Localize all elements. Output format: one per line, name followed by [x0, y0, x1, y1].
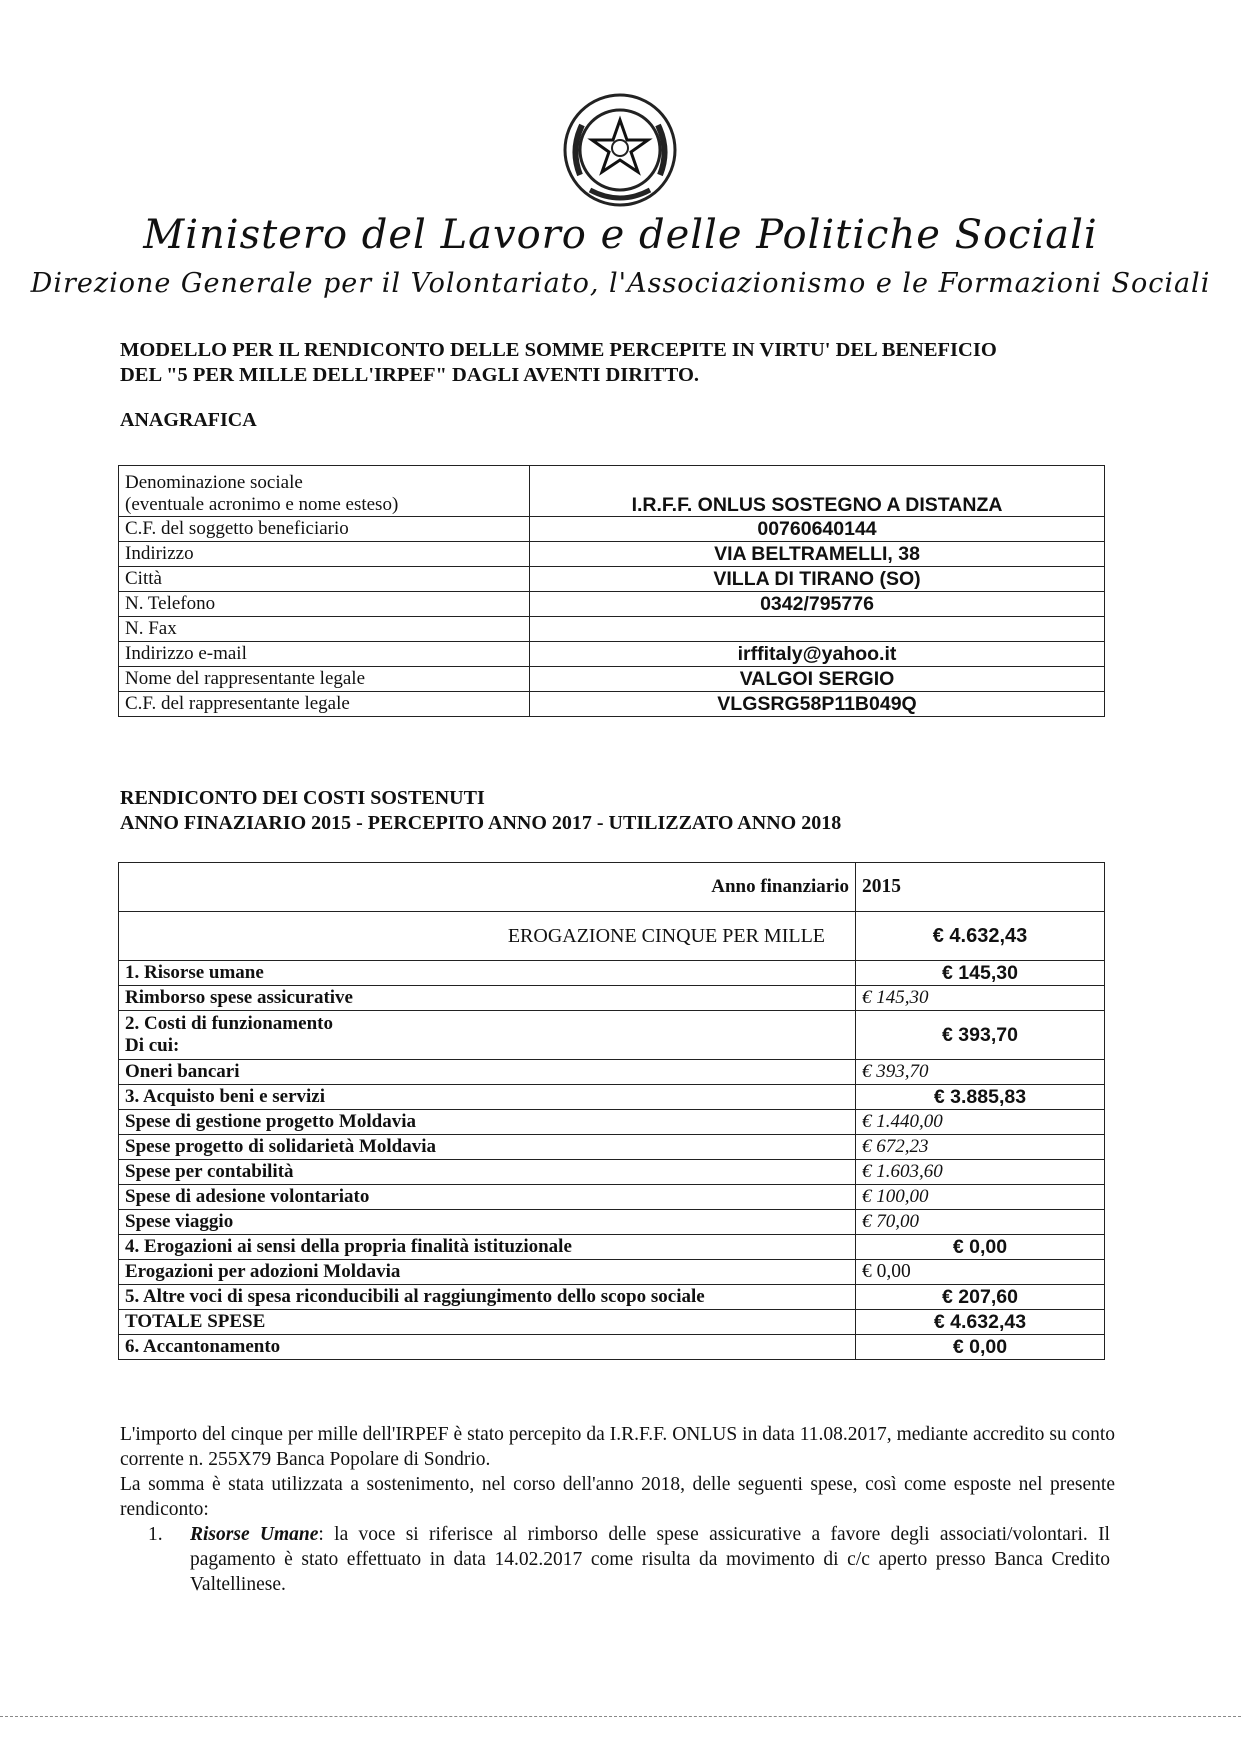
table-row — [119, 692, 1105, 717]
table-row — [119, 1160, 1105, 1185]
cost-desc: 4. Erogazioni ai sensi della propria finalità istituzionale — [119, 1235, 856, 1260]
cost-amount: € 4.632,43 — [856, 1310, 1105, 1335]
table-row — [119, 567, 1105, 592]
rendiconto-heading-1: RENDICONTO DEI COSTI SOSTENUTI — [120, 787, 485, 809]
title-line-2: DEL "5 PER MILLE DELL'IRPEF" DAGLI AVENTI DIRITTO. — [120, 364, 700, 386]
row-label — [119, 466, 530, 517]
table-row — [119, 1085, 1105, 1110]
table-row — [119, 912, 1105, 961]
table-row — [119, 642, 1105, 667]
erogazione-label: EROGAZIONE CINQUE PER MILLE — [119, 912, 856, 961]
cost-amount: € 672,23 — [856, 1135, 1105, 1160]
table-row — [119, 863, 1105, 912]
cost-desc-line-2: Di cui: — [125, 1035, 180, 1056]
republic-emblem-icon — [560, 90, 680, 210]
cost-desc-line-1: 2. Costi di funzionamento — [125, 1013, 333, 1034]
anno-label: Anno finanziario — [119, 863, 856, 912]
table-row — [119, 1185, 1105, 1210]
table-row — [119, 542, 1105, 567]
row-label: Città — [119, 567, 530, 592]
list-body — [190, 1522, 1110, 1597]
cost-amount: € 0,00 — [856, 1335, 1105, 1360]
cost-desc: Spese per contabilità — [119, 1160, 856, 1185]
table-row — [119, 986, 1105, 1011]
table-row — [119, 667, 1105, 692]
paragraph-receipt: L'importo del cinque per mille dell'IRPEF è stato percepito da I.R.F.F. ONLUS in data 11.08.2017, mediante accredito su conto corrente n. 255X79 Banca Popolare di Sondrio. — [120, 1424, 1115, 1470]
row-label: N. Fax — [119, 617, 530, 642]
anagrafica-heading: ANAGRAFICA — [120, 409, 257, 431]
cost-desc: 3. Acquisto beni e servizi — [119, 1085, 856, 1110]
cost-desc: 6. Accantonamento — [119, 1335, 856, 1360]
row-value: 00760640144 — [530, 517, 1105, 542]
row-label: C.F. del rappresentante legale — [119, 692, 530, 717]
row-value: irffitaly@yahoo.it — [530, 642, 1105, 667]
cost-amount: € 70,00 — [856, 1210, 1105, 1235]
rendiconto-heading — [120, 786, 841, 836]
cost-desc: Oneri bancari — [119, 1060, 856, 1085]
cost-amount: € 0,00 — [856, 1260, 1105, 1285]
document-title — [120, 338, 1130, 388]
anno-value: 2015 — [856, 863, 1105, 912]
cost-amount: € 393,70 — [856, 1011, 1105, 1060]
cost-amount: € 1.603,60 — [856, 1160, 1105, 1185]
erogazione-value: € 4.632,43 — [856, 912, 1105, 961]
row-label: Nome del rappresentante legale — [119, 667, 530, 692]
anagrafica-table — [118, 465, 1105, 717]
table-row — [119, 1210, 1105, 1235]
table-row — [119, 592, 1105, 617]
cost-amount: € 393,70 — [856, 1060, 1105, 1085]
cost-desc: Spese progetto di solidarietà Moldavia — [119, 1135, 856, 1160]
table-row — [119, 1135, 1105, 1160]
row-label: N. Telefono — [119, 592, 530, 617]
table-row — [119, 1235, 1105, 1260]
table-row — [119, 1335, 1105, 1360]
cost-amount: € 145,30 — [856, 986, 1105, 1011]
row-value: VILLA DI TIRANO (SO) — [530, 567, 1105, 592]
list-text: : la voce si riferisce al rimborso delle spese assicurative a favore degli associati/volontari. Il pagamento è stato effettuato in data 14.02.2017 come risulta da movimento di c/c aperto presso Banca Credito Valtellinese. — [190, 1524, 1110, 1595]
cost-desc: 1. Risorse umane — [119, 961, 856, 986]
page-divider — [0, 1716, 1241, 1717]
table-row — [119, 1011, 1105, 1060]
cost-desc: Rimborso spese assicurative — [119, 986, 856, 1011]
cost-desc: Spese di adesione volontariato — [119, 1185, 856, 1210]
cost-amount: € 0,00 — [856, 1235, 1105, 1260]
cost-desc — [119, 1011, 856, 1060]
table-row — [119, 617, 1105, 642]
cost-amount: € 145,30 — [856, 961, 1105, 986]
cost-amount: € 1.440,00 — [856, 1110, 1105, 1135]
costs-table — [118, 862, 1105, 1360]
ministry-name: Ministero del Lavoro e delle Politiche Sociali — [143, 212, 1098, 258]
paragraph-usage: La somma è stata utilizzata a sostenimento, nel corso dell'anno 2018, delle seguenti spese, così come esposte nel presente rendiconto: — [120, 1474, 1115, 1520]
cost-desc: Spese di gestione progetto Moldavia — [119, 1110, 856, 1135]
table-row — [119, 1285, 1105, 1310]
table-row — [119, 466, 1105, 517]
label-line-2: (eventuale acronimo e nome esteso) — [125, 494, 399, 515]
row-value: I.R.F.F. ONLUS SOSTEGNO A DISTANZA — [530, 466, 1105, 517]
cost-desc: 5. Altre voci di spesa riconducibili al raggiungimento dello scopo sociale — [119, 1285, 856, 1310]
table-row — [119, 517, 1105, 542]
rendiconto-heading-2: ANNO FINAZIARIO 2015 - PERCEPITO ANNO 2017 - UTILIZZATO ANNO 2018 — [120, 812, 842, 834]
title-line-1: MODELLO PER IL RENDICONTO DELLE SOMME PERCEPITE IN VIRTU' DEL BENEFICIO — [120, 339, 997, 361]
table-row — [119, 961, 1105, 986]
label-line-1: Denominazione sociale — [125, 472, 303, 493]
table-row — [119, 1260, 1105, 1285]
cost-desc: Spese viaggio — [119, 1210, 856, 1235]
row-value: VLGSRG58P11B049Q — [530, 692, 1105, 717]
row-value: 0342/795776 — [530, 592, 1105, 617]
table-row — [119, 1310, 1105, 1335]
list-term: Risorse Umane — [190, 1524, 319, 1545]
cost-amount: € 3.885,83 — [856, 1085, 1105, 1110]
list-item — [148, 1522, 1113, 1597]
row-value: VALGOI SERGIO — [530, 667, 1105, 692]
row-label: C.F. del soggetto beneficiario — [119, 517, 530, 542]
cost-desc: TOTALE SPESE — [119, 1310, 856, 1335]
cost-desc: Erogazioni per adozioni Moldavia — [119, 1260, 856, 1285]
table-row — [119, 1060, 1105, 1085]
list-number: 1. — [148, 1524, 163, 1545]
cost-amount: € 207,60 — [856, 1285, 1105, 1310]
row-label: Indirizzo — [119, 542, 530, 567]
ministry-direction: Direzione Generale per il Volontariato, l'Associazionismo e le Formazioni Sociali — [30, 268, 1211, 299]
row-value — [530, 617, 1105, 642]
table-row — [119, 1110, 1105, 1135]
row-value: VIA BELTRAMELLI, 38 — [530, 542, 1105, 567]
row-label: Indirizzo e-mail — [119, 642, 530, 667]
cost-amount: € 100,00 — [856, 1185, 1105, 1210]
